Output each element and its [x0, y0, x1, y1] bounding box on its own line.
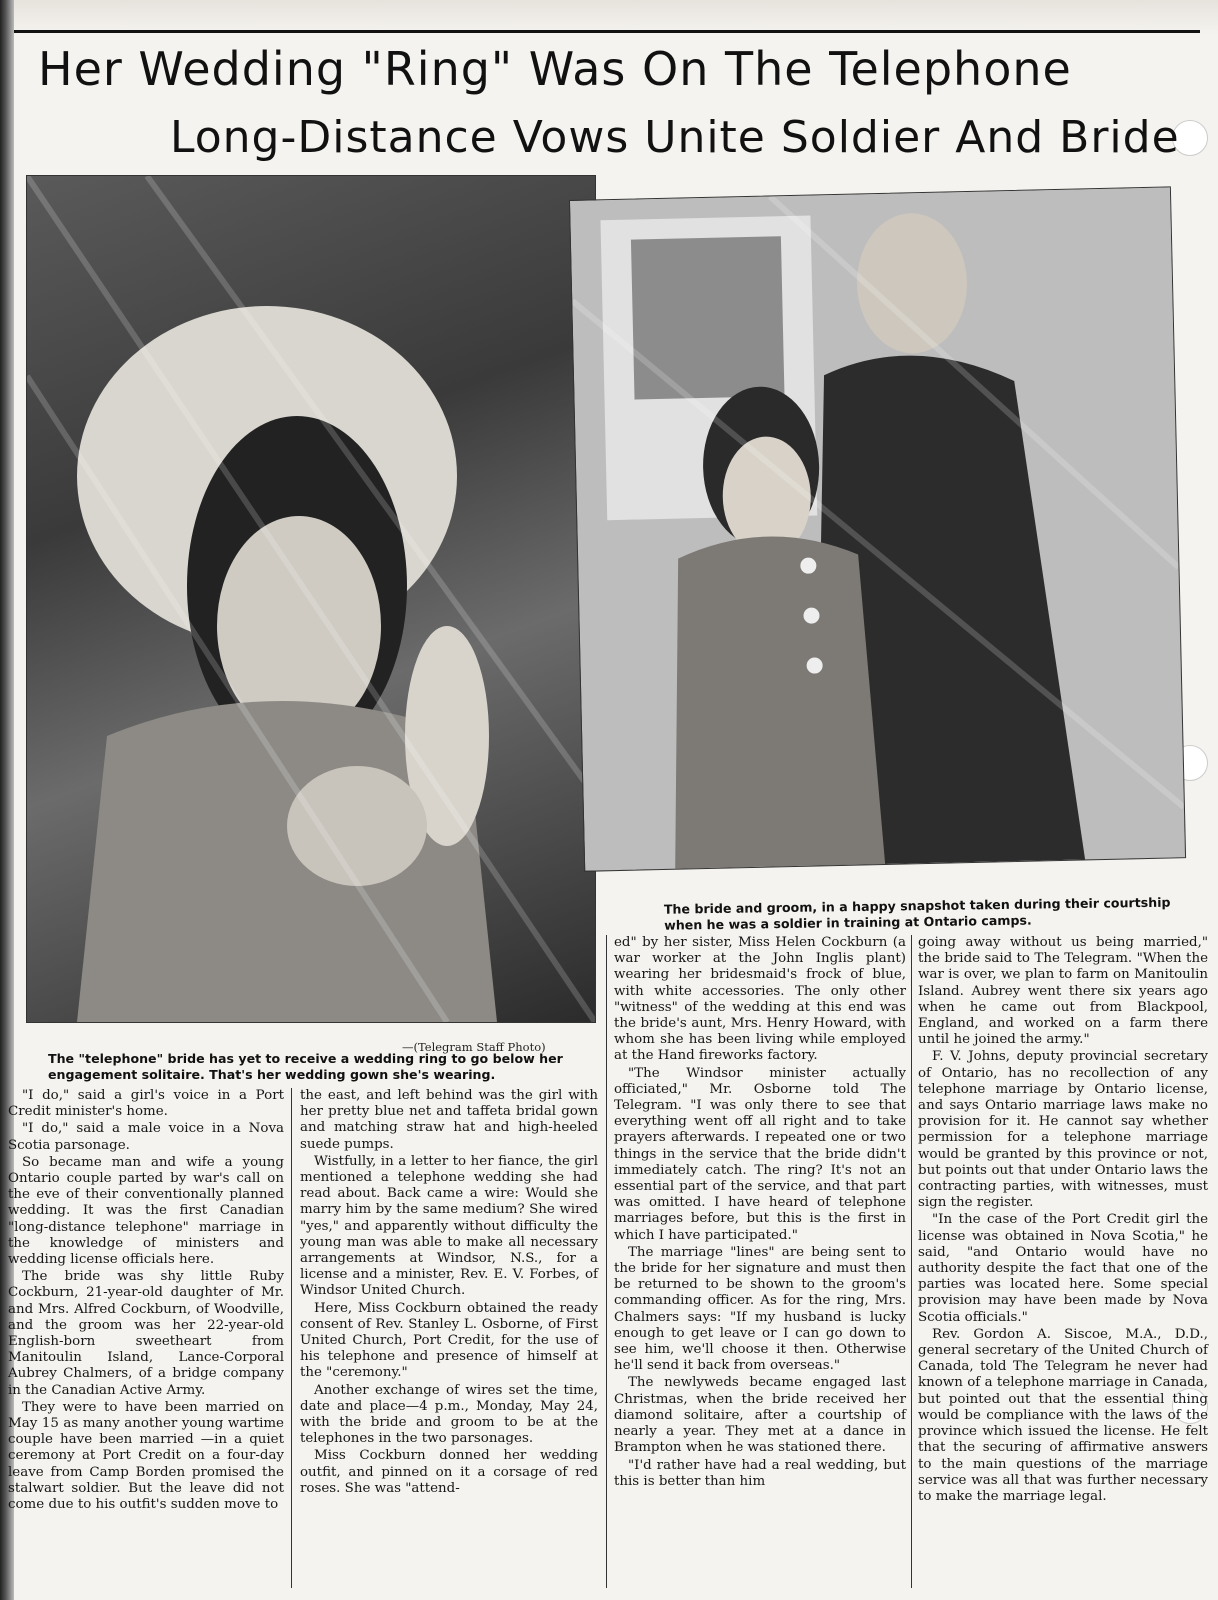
couple-photo [569, 186, 1186, 871]
column-rule-2 [606, 935, 607, 1588]
bride-photo [26, 175, 596, 1023]
article-column-1 [8, 1088, 284, 1514]
paragraph: the east, and left behind was the girl with her pretty blue net and taffeta bridal gown and matching straw hat and high-heeled suede pumps. [300, 1088, 598, 1152]
paragraph: The marriage "lines" are being sent to the bride for her signature and must then be returned to be shown to the groom's commanding officer. As for the ring, Mrs. Chalmers says: "If my husband is lucky enough to get leave or I can go down to see him, we'll choose it then. Otherwise he'll send it back from overseas." [614, 1244, 906, 1374]
paragraph: The newlyweds became engaged last Christmas, when the bride received her diamond solitaire, after a courtship of nearly a year. They met at a dance in Brampton when he was stationed there. [614, 1375, 906, 1456]
couple-photo-image [570, 187, 1185, 870]
paragraph: Wistfully, in a letter to her fiance, the girl mentioned a telephone wedding she had read about. Back came a wire: Would she marry him by the same medium? She wired "yes," and apparently without difficulty the young man was able to make all necessary arrangements at Windsor, N.S., for a license and a minister, Rev. E. V. Forbes, of Windsor United Church. [300, 1153, 598, 1299]
photo-credit: —(Telegram Staff Photo) [402, 1040, 546, 1054]
paragraph: "In the case of the Port Credit girl the license was obtained in Nova Scotia," he said, "and Ontario would have no authority despite the fact that one of the parties was located here. Some special provision may have been made by Nova Scotia officials." [918, 1212, 1208, 1325]
paragraph: going away without us being married," the bride said to The Telegram. "When the war is over, we plan to farm on Manitoulin Island. Aubrey went there six years ago when he came out from Blackpool, England, and worked on a farm there until he joined the army." [918, 935, 1208, 1048]
paragraph: Another exchange of wires set the time, date and place—4 p.m., Monday, May 24, with the bride and groom to be at the telephones in the two parsonages. [300, 1382, 598, 1447]
bride-photo-caption: The "telephone" bride has yet to receive a wedding ring to go below her engagement solitaire. That's her wedding gown she's wearing. [48, 1051, 563, 1082]
headline-line-2: Long-Distance Vows Unite Soldier And Bride [170, 112, 1180, 163]
column-rule-1 [291, 1088, 292, 1588]
headline-line-1: Her Wedding "Ring" Was On The Telephone [38, 42, 1072, 96]
article-column-3 [614, 935, 906, 1491]
paragraph: Miss Cockburn donned her wedding outfit, and pinned on it a corsage of red roses. She was "attend- [300, 1448, 598, 1496]
paragraph: "I do," said a girl's voice in a Port Credit minister's home. [8, 1088, 284, 1120]
paragraph: The bride was shy little Ruby Cockburn, 21-year-old daughter of Mr. and Mrs. Alfred Cockburn, of Woodville, and the groom was her 22-year-old English-born sweetheart from Manitoulin Island, Lance-Corporal Aubrey Chalmers, of a bridge company in the Canadian Active Army. [8, 1269, 284, 1398]
paragraph: "The Windsor minister actually officiated," Mr. Osborne told The Telegram. "I was only there to see that everything went off all right and to take prayers afterwards. I repeated one or two things in the service that the bride didn't immediately catch. The ring? It's not an essential part of the service, and that part was omitted. I have heard of telephone marriages before, but this is the first in which I have participated." [614, 1065, 906, 1243]
scan-top-edge [0, 0, 1218, 34]
paragraph: They were to have been married on May 15 as many another young wartime couple have been married —in a quiet ceremony at Port Credit on a four-day leave from Camp Borden promised the stalwart soldier. But the leave did not come due to his outfit's sudden move to [8, 1399, 284, 1513]
paragraph: ed" by her sister, Miss Helen Cockburn (a war worker at the John Inglis plant) wearing her bridesmaid's frock of blue, with white accessories. The only other "witness" of the wedding at this end was the bride's aunt, Mrs. Henry Howard, with whom she has been living while employed at the Hand fireworks factory. [614, 935, 906, 1064]
article-column-2 [300, 1088, 598, 1498]
paragraph: F. V. Johns, deputy provincial secretary of Ontario, has no recollection of any telephone marriage by Ontario license, and says Ontario marriage laws make no provision for it. He cannot say whether permission for a telephone marriage would be granted by this province or not, but points out that under Ontario laws the contracting parties, with witnesses, must sign the register. [918, 1049, 1208, 1211]
paragraph: So became man and wife a young Ontario couple parted by war's call on the eve of their conventionally planned wedding. It was the first Canadian "long-distance telephone" marriage in the knowledge of ministers and wedding license officials here. [8, 1154, 284, 1268]
column-rule-3 [911, 935, 912, 1588]
paragraph: Rev. Gordon A. Siscoe, M.A., D.D., general secretary of the United Church of Canada, told The Telegram he never had known of a telephone marriage in Canada, but pointed out that the essential thing would be compliance with the laws of the province which issued the license. He felt that the securing of affirmative answers to the main questions of the marriage service was all that was further necessary to make the marriage legal. [918, 1326, 1208, 1504]
bride-photo-image [27, 176, 595, 1022]
top-rule [14, 30, 1200, 33]
paragraph: Here, Miss Cockburn obtained the ready consent of Rev. Stanley L. Osborne, of First United Church, Port Credit, for the use of his telephone and presence of himself at the "ceremony." [300, 1300, 598, 1381]
couple-photo-caption: The bride and groom, in a happy snapshot taken during their courtship when he was a soldier in training at Ontario camps. [663, 894, 1171, 933]
article-column-4 [918, 935, 1208, 1506]
paragraph: "I do," said a male voice in a Nova Scotia parsonage. [8, 1121, 284, 1153]
paragraph: "I'd rather have had a real wedding, but this is better than him [614, 1457, 906, 1489]
